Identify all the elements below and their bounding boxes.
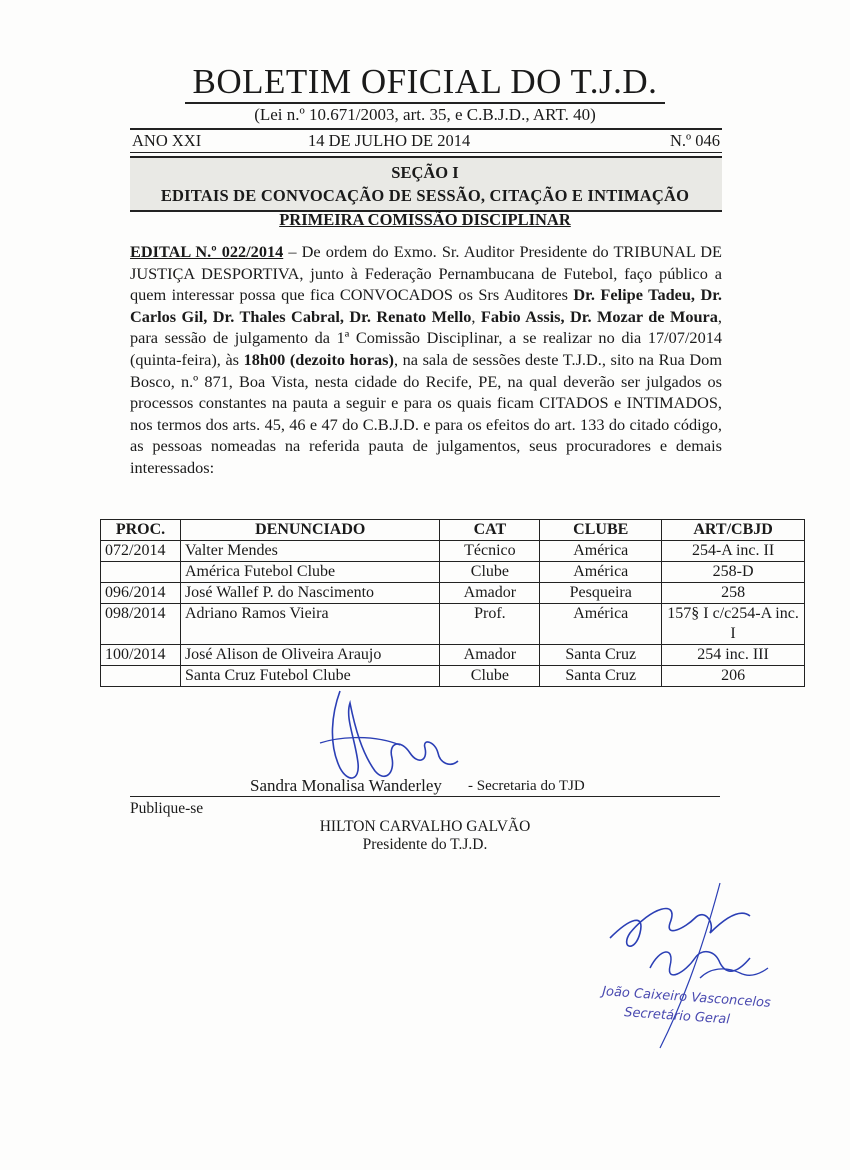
edital-text bbox=[130, 241, 722, 479]
stamp bbox=[598, 984, 772, 1028]
stamp-name: João Caixeiro Vasconcelos bbox=[601, 984, 772, 1011]
cell-clube: América bbox=[540, 541, 662, 562]
issue-year: ANO XXI bbox=[132, 131, 202, 150]
cell-clube: Santa Cruz bbox=[540, 666, 662, 687]
issue-number: N.º 046 bbox=[669, 131, 720, 150]
cell-cat: Prof. bbox=[440, 604, 540, 645]
bulletin-title: BOLETIM OFICIAL DO T.J.D. bbox=[0, 62, 850, 102]
cell-cat: Clube bbox=[440, 562, 540, 583]
cell-clube: Santa Cruz bbox=[540, 645, 662, 666]
cell-proc bbox=[101, 562, 181, 583]
cell-art: 206 bbox=[662, 666, 805, 687]
cell-denunciado: José Alison de Oliveira Araujo bbox=[180, 645, 440, 666]
president-title: Presidente do T.J.D. bbox=[362, 836, 488, 853]
auditors-2: Fabio Assis, Dr. Mozar de Moura bbox=[480, 306, 718, 326]
president-name: HILTON CARVALHO GALVÃO bbox=[319, 818, 531, 835]
edital-text-part: , para sessão de julgamento da 1ª Comissão Disciplinar, a se realizar no dia 17/07/2014 (quinta-feira), às bbox=[130, 306, 722, 369]
session-time: 18h00 (dezoito horas) bbox=[243, 349, 394, 369]
table-row bbox=[101, 645, 805, 666]
cell-cat: Clube bbox=[440, 666, 540, 687]
cell-art: 258 bbox=[662, 583, 805, 604]
secretary-name: Sandra Monalisa Wanderley bbox=[250, 776, 442, 795]
table-row bbox=[101, 562, 805, 583]
header-art: ART/CBJD bbox=[662, 520, 805, 541]
cell-art: 258-D bbox=[662, 562, 805, 583]
table-row bbox=[101, 541, 805, 562]
stamp-title: Secretário Geral bbox=[623, 1005, 731, 1028]
auditors: Dr. Felipe Tadeu, Dr. Carlos Gil, Dr. Thales Cabral, Dr. Renato Mello bbox=[130, 285, 723, 326]
cell-clube: América bbox=[540, 562, 662, 583]
cell-denunciado: José Wallef P. do Nascimento bbox=[180, 583, 440, 604]
handwritten-signature-stamp bbox=[590, 878, 790, 1058]
issue-date: 14 DE JULHO DE 2014 bbox=[308, 131, 471, 150]
cell-proc: 072/2014 bbox=[101, 541, 181, 562]
table-row bbox=[101, 583, 805, 604]
header-proc: PROC. bbox=[101, 520, 181, 541]
header-clube: CLUBE bbox=[540, 520, 662, 541]
divider bbox=[130, 796, 720, 797]
section-subtitle: EDITAIS DE CONVOCAÇÃO DE SESSÃO, CITAÇÃO E INTIMAÇÃO bbox=[160, 186, 690, 205]
cell-art: 254 inc. III bbox=[662, 645, 805, 666]
edital-text-part: , na sala de sessões deste T.J.D., sito na Rua Dom Bosco, n.º 871, Boa Vista, nesta cidade do Recife, PE, na qual deverão ser julgados os processos constantes na pauta a seguir e para os quais ficam CITADOS e INTIMADOS, nos termos dos arts. 45, 46 e 47 do C.B.J.D. e para os efeitos do art. 133 do citado código, as pessoas nomeadas na referida pauta de julgamentos, seus procuradores e demais interessados: bbox=[130, 349, 722, 477]
cell-art: 254-A inc. II bbox=[662, 541, 805, 562]
publique-se-label: Publique-se bbox=[130, 800, 204, 817]
cell-denunciado: Santa Cruz Futebol Clube bbox=[180, 666, 440, 687]
secretary-role: - Secretaria do TJD bbox=[468, 778, 585, 794]
table-header-row bbox=[101, 520, 805, 541]
cell-clube: Pesqueira bbox=[540, 583, 662, 604]
edital-text-part: , bbox=[471, 306, 481, 326]
section-title: SEÇÃO I bbox=[391, 163, 459, 182]
cell-cat: Amador bbox=[440, 645, 540, 666]
president-block bbox=[0, 818, 850, 854]
cell-art: 157§ I c/c254-A inc. I bbox=[662, 604, 805, 645]
issue-line bbox=[130, 128, 722, 153]
table-row bbox=[101, 604, 805, 645]
cell-proc: 096/2014 bbox=[101, 583, 181, 604]
cell-denunciado: Valter Mendes bbox=[180, 541, 440, 562]
header-cat: CAT bbox=[440, 520, 540, 541]
commission-title: PRIMEIRA COMISSÃO DISCIPLINAR bbox=[279, 210, 571, 229]
cell-proc: 100/2014 bbox=[101, 645, 181, 666]
cell-proc bbox=[101, 666, 181, 687]
header-denunciado: DENUNCIADO bbox=[180, 520, 440, 541]
edital-number: EDITAL N.º 022/2014 bbox=[130, 242, 284, 261]
law-reference: (Lei n.º 10.671/2003, art. 35, e C.B.J.D., ART. 40) bbox=[254, 105, 596, 124]
cell-denunciado: Adriano Ramos Vieira bbox=[180, 604, 440, 645]
cell-denunciado: América Futebol Clube bbox=[180, 562, 440, 583]
cell-cat: Amador bbox=[440, 583, 540, 604]
cell-clube: América bbox=[540, 604, 662, 645]
hearing-schedule-table bbox=[100, 519, 805, 687]
cell-cat: Técnico bbox=[440, 541, 540, 562]
edital-text-part: – De ordem do Exmo. Sr. Auditor Presidente do TRIBUNAL DE JUSTIÇA DESPORTIVA, junto à Federação Pernambucana de Futebol, faço público a quem interessar possa que fica CONVOCADOS os Srs Auditores bbox=[130, 242, 722, 305]
cell-proc: 098/2014 bbox=[101, 604, 181, 645]
